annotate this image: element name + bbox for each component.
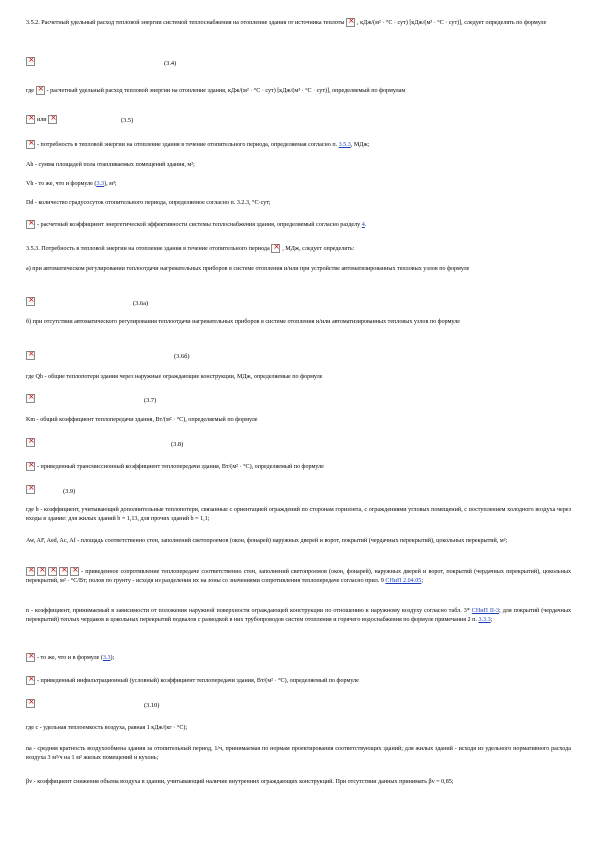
equation-number: (3.6а): [133, 300, 149, 307]
formula-row: [26, 485, 571, 495]
paragraph-areas: Aw, AF, Aed, Ac, Af - площадь соответственно стен, заполнений светопроемов (окон, фонарей) наружных дверей и ворот, покрытий (чердачных перекрытий), цокольных перекрытий, м²;: [26, 538, 508, 544]
link-snip-2-04-05[interactable]: СНиП 2.04.05: [385, 577, 422, 584]
broken-image-icon: [26, 676, 35, 685]
paragraph-text: - расчетный коэффициент энергетической эффективности системы теплоснабжения здания, определяемый согласно разделу: [37, 221, 361, 228]
paragraph-text: - приведенное сопротивление теплопередаче соответственно стен, заполнений светопроемов (окон, фонарей), наружных дверей и ворот, покрытий (чердачных перекрытий), цокольных перекрытий, м² · °С/Вт; полов по грунту - исходя из разделения их на зоны со значениями сопротивления теплопередаче согласно прил. 9: [26, 568, 571, 584]
link-3-3[interactable]: 3.3: [96, 181, 105, 187]
paragraph-text: 3.5.3. Потребность в тепловой энергии на отопление здания в течение отопительного периода: [26, 245, 270, 252]
broken-image-icon: [26, 115, 35, 124]
paragraph-text: - расчетный удельный расход тепловой энергии на отопление здания, кДж/(м² · °С · сут) [кДж/(м³ · °С · сут)], определяемый по формулам: [46, 87, 406, 94]
paragraph-text: , МДж;: [350, 141, 370, 148]
paragraph-text: Vh - то же, что и формуле (: [26, 181, 97, 187]
or-text: или: [37, 116, 47, 123]
paragraph-case-b: б) при отсутствии автоматического регулирования теплоотдачи нагревательных приборов в системе отопления и/или автоматизированных тепловых узлов по формуле: [26, 319, 461, 325]
paragraph-text: - то же, что и в формуле (: [37, 654, 103, 661]
broken-image-icon: [26, 485, 35, 494]
broken-image-icon: [48, 115, 57, 124]
formula-row: [26, 438, 571, 448]
broken-image-icon: [26, 394, 35, 403]
paragraph-text: кДж/(м² · °С · сут) [кДж/(м³ · °С · сут)], следует определять по формуле: [360, 19, 547, 26]
paragraph-text: где: [26, 87, 35, 94]
paragraph-text: );: [110, 654, 115, 661]
paragraph-where-b: где b - коэффициент, учитывающий дополнительные теплопотери, связанные с ориентацией ограждений по сторонам горизонта, с ограждениями угловых помещений, с поступлением холодного воздуха через входы в здание: для жилых зданий b = 1,13, для прочих зданий b = 1,1;: [26, 507, 571, 522]
broken-image-icon: [59, 567, 68, 576]
paragraph-text: ; для покрытий (чердачных перекрытий) теплых чердаков и цокольных перекрытий подвалов с разводкой в них трубопроводов систем отопления и горячего водоснабжения по формуле примечания 2 п.: [26, 608, 571, 623]
paragraph-definition: [26, 220, 571, 230]
formula-row: [26, 394, 571, 404]
paragraph-text: , МДж, следует определять:: [282, 245, 355, 252]
paragraph-definition: [26, 653, 571, 663]
paragraph-where-c: где c - удельная теплоемкость воздуха, равная 1 кДж/(кг · °С);: [26, 725, 188, 731]
broken-image-icon: [26, 297, 35, 306]
broken-image-icon: [70, 567, 79, 576]
paragraph-text: ;: [421, 577, 424, 584]
equation-number: (3.10): [144, 702, 160, 709]
paragraph-text: n - коэффициент, принимаемый в зависимости от положения наружной поверхности ограждающей конструкции по отношению к наружному воздуху согласно табл. 3*: [26, 608, 470, 614]
link-3-5-3[interactable]: 3.5.3: [338, 141, 351, 148]
paragraph-definition: [26, 140, 571, 150]
formula-row: [26, 351, 571, 361]
broken-image-icon: [26, 462, 35, 471]
paragraph-definition: Dd - количество градусосуток отопительного периода, определяемое согласно п. 3.2.3, °С·сут;: [26, 200, 271, 206]
paragraph-n-coefficient: [26, 607, 571, 625]
paragraph-text: .: [364, 221, 367, 228]
broken-image-icon: [26, 653, 35, 662]
paragraph-where-qh: где Qh - общие теплопотери здания через наружные ограждающие конструкции, МДж, определяемые по формуле: [26, 374, 323, 380]
formula-row: [26, 115, 571, 125]
equation-number: (3.8): [171, 441, 184, 448]
formula-row: [26, 297, 571, 307]
paragraph-text: 3.5.2. Расчетный удельный расход тепловой энергии системой теплоснабжения на отопление здания от источника теплоты: [26, 19, 345, 26]
broken-image-icon: [37, 567, 46, 576]
paragraph-resistances: [26, 567, 571, 586]
paragraph-where: [26, 86, 571, 96]
paragraph-definition: [26, 676, 571, 686]
broken-image-icon: [26, 220, 35, 229]
link-3-3-3[interactable]: 3.3.3: [478, 617, 491, 623]
paragraph-definition: Ah - сумма площадей пола отапливаемых помещений здания, м²;: [26, 162, 195, 168]
broken-image-icon: [26, 699, 35, 708]
paragraph-definition: [26, 462, 571, 472]
broken-image-icon: [48, 567, 57, 576]
paragraph-text: ), м³;: [104, 181, 117, 187]
paragraph-3-5-2: 3.5.2. Расчетный удельный расход тепловой энергии системой теплоснабжения на отопление здания от источника теплоты × , кДж/(м² · °С · сут) [кДж/(м³ · °С · сут)], следует определять по формуле: [26, 18, 571, 28]
link-3-3[interactable]: 3.3: [102, 654, 111, 661]
equation-number: (3.7): [144, 397, 157, 404]
formula-row: [26, 57, 571, 67]
equation-number: (3.4): [164, 60, 177, 67]
paragraph-text: - потребность в тепловой энергии на отопление здания в течение отопительного периода, определяемая согласно п.: [37, 141, 338, 148]
equation-number: (3.9): [63, 488, 76, 495]
paragraph-3-5-3: [26, 244, 571, 254]
link-section-4[interactable]: 4: [361, 221, 365, 228]
paragraph-beta-v: βv - коэффициент снижения объема воздуха в здании, учитывающий наличие внутренних ограждающих конструкций. При отсутствии данных принимать βv = 0,85;: [26, 779, 454, 785]
formula-row: [26, 699, 571, 709]
paragraph-text: ;: [490, 617, 493, 623]
broken-image-icon: [26, 438, 35, 447]
broken-image-icon: [271, 244, 280, 253]
paragraph-na: na - средняя кратность воздухообмена здания за отопительный период, 1/ч, принимаемая по нормам проектирования соответствующих зданий; для жилых зданий - исходя из удельного нормативного расхода воздуха 3 м³/ч на 1 м² жилых помещений и кухонь;: [26, 746, 571, 761]
broken-image-icon: [346, 18, 355, 27]
paragraph-text: - приведенный трансмиссионный коэффициент теплопередачи здания, Вт/(м² · °С), определяемый по формуле: [37, 463, 324, 470]
broken-image-icon: [26, 351, 35, 360]
paragraph-definition: [26, 180, 571, 189]
link-snip-ii-3[interactable]: СНиП II-3: [471, 608, 500, 614]
equation-number: (3.6б): [174, 353, 190, 360]
broken-image-icon: [36, 86, 45, 95]
paragraph-text: - приведенный инфильтрационный (условный) коэффициент теплопередачи здания, Вт/(м² · °С), определяемый по формуле: [37, 677, 359, 684]
paragraph-km: Km - общий коэффициент теплопередачи здания, Вт/(м² · °С), определяемый по формуле: [26, 417, 258, 423]
paragraph-case-a: а) при автоматическом регулировании теплоотдачи нагревательных приборов в системе отопления и/или при устройстве автоматизированных тепловых узлов по формуле: [26, 266, 470, 272]
broken-image-icon: [26, 567, 35, 576]
broken-image-icon: [26, 140, 35, 149]
broken-image-icon: [26, 57, 35, 66]
equation-number: (3.5): [121, 117, 134, 124]
